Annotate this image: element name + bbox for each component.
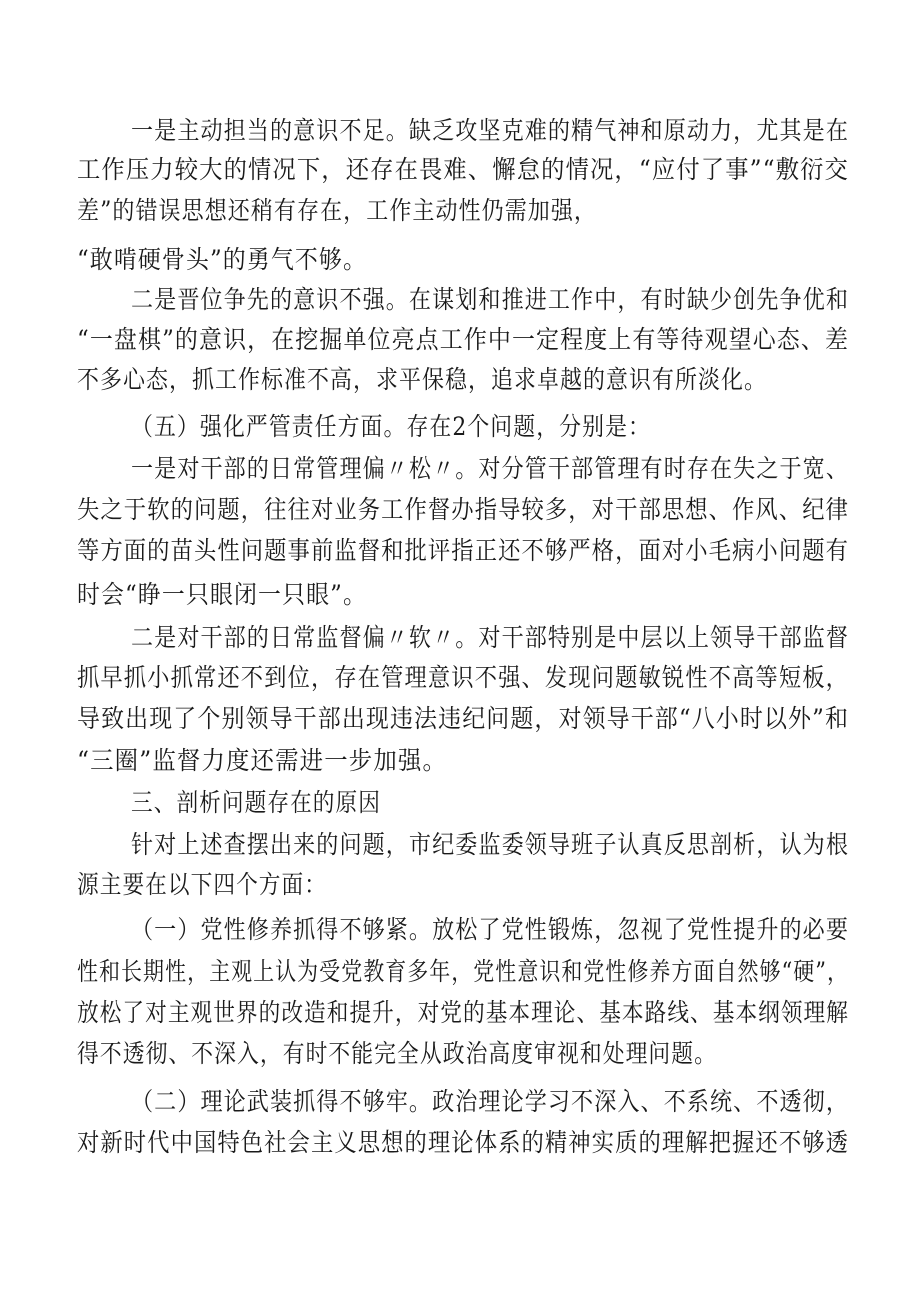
text-line: 对新时代中国特色社会主义思想的理论体系的精神实质的理解把握还不够透 bbox=[77, 1128, 850, 1157]
text-line: 针对上述查摆出来的问题，市纪委监委领导班子认真反思剖析，认为根 bbox=[131, 830, 849, 859]
text-line: 工作压力较大的情况下，还存在畏难、懈怠的情况，“应付了事”“敷衍交 bbox=[77, 155, 849, 184]
text-line: 源主要在以下四个方面： bbox=[77, 870, 327, 899]
text-line: 一是主动担当的意识不足。缺乏攻坚克难的精气神和原动力，尤其是在 bbox=[131, 116, 849, 145]
text-line: 得不透彻、不深入，有时不能完全从政治高度审视和处理问题。 bbox=[77, 1039, 718, 1068]
section-heading: 三、剖析问题存在的原因 bbox=[131, 788, 381, 817]
text-line: （二）理论武装抓得不够牢。政治理论学习不深入、不系统、不透彻， bbox=[131, 1087, 849, 1116]
text-line: 二是对干部的日常监督偏〃软〃。对干部特别是中层以上领导干部监督 bbox=[131, 623, 849, 652]
text-line: 等方面的苗头性问题事前监督和批评指正还不够严格，面对小毛病小问题有 bbox=[77, 536, 850, 565]
text-line: 不多心态，抓工作标准不高，求平保稳，追求卓越的意识有所淡化。 bbox=[77, 365, 767, 394]
text-line: 二是晋位争先的意识不强。在谋划和推进工作中，有时缺少创先争优和 bbox=[131, 285, 849, 314]
text-line: 导致出现了个别领导干部出现违法违纪问题，对领导干部“八小时以外”和 bbox=[77, 704, 850, 733]
text-line: 时会“睁一只眼闭一只眼”。 bbox=[77, 580, 367, 609]
text-line: 性和长期性，主观上认为受党教育多年，党性意识和党性修养方面自然够“硬”， bbox=[77, 957, 850, 986]
text-line: 差”的错误思想还稍有存在，工作主动性仍需加强， bbox=[77, 196, 598, 225]
text-line: “三圈”监督力度还需进一步加强。 bbox=[77, 746, 448, 775]
section-heading: （五）强化严管责任方面。存在2个问题，分别是： bbox=[131, 412, 651, 441]
text-line: 放松了对主观世界的改造和提升，对党的基本理论、基本路线、基本纲领理解 bbox=[77, 998, 849, 1027]
text-line: 失之于软的问题，往往对业务工作督办指导较多，对干部思想、作风、纪律 bbox=[77, 495, 850, 524]
text-line: 抓早抓小抓常还不到位，存在管理意识不强、发现问题敏锐性不高等短板， bbox=[77, 663, 850, 692]
text-line: 一是对干部的日常管理偏〃松〃。对分管干部管理有时存在失之于宽、 bbox=[131, 454, 849, 483]
text-line: （一）党性修养抓得不够紧。放松了党性锻炼，忽视了党性提升的必要 bbox=[131, 915, 849, 944]
text-line: “敢啃硬骨头”的勇气不够。 bbox=[77, 245, 367, 274]
text-line: “一盘棋”的意识，在挖掘单位亮点工作中一定程度上有等待观望心态、差 bbox=[77, 325, 850, 354]
